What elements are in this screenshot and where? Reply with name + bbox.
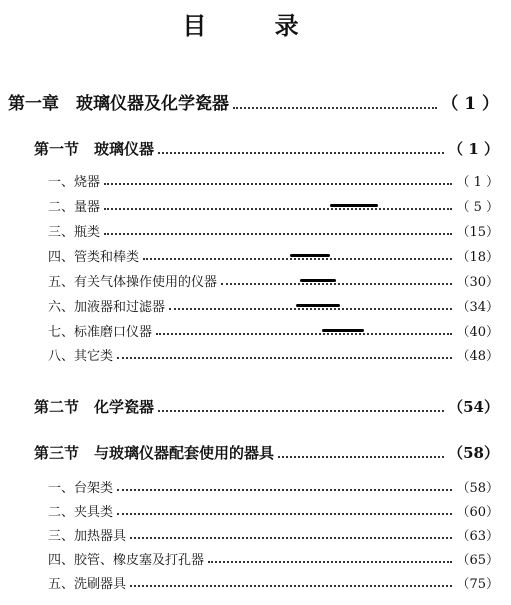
dot-leader xyxy=(156,333,452,335)
item-title: 一、烧器 xyxy=(48,175,101,190)
toc-item[interactable] xyxy=(48,170,499,190)
section-title: 第二节 化学瓷器 xyxy=(34,398,155,416)
dot-leader xyxy=(130,585,452,587)
toc-item[interactable] xyxy=(48,245,499,265)
dot-leader xyxy=(104,183,452,185)
toc-section-3[interactable] xyxy=(34,441,499,463)
page-number: （40） xyxy=(456,325,499,340)
page-number: （54） xyxy=(448,398,499,416)
ink-smudge xyxy=(300,279,336,282)
page-number: （60） xyxy=(456,505,499,520)
toc-item[interactable] xyxy=(48,295,499,315)
page-number: （ 1 ） xyxy=(441,94,499,114)
toc-section-1[interactable] xyxy=(34,137,499,159)
toc-item[interactable] xyxy=(48,572,499,592)
toc-item[interactable] xyxy=(48,270,499,290)
page-number: （ 1 ） xyxy=(456,175,499,190)
page-number: （30） xyxy=(456,275,499,290)
item-title: 七、标准磨口仪器 xyxy=(48,325,153,340)
dot-leader xyxy=(117,489,452,491)
section-title: 第三节 与玻璃仪器配套使用的器具 xyxy=(34,444,275,462)
dot-leader xyxy=(143,258,452,260)
section-title: 第一节 玻璃仪器 xyxy=(34,140,155,158)
page-number: （18） xyxy=(456,250,499,265)
page-number: （75） xyxy=(456,577,499,592)
dot-leader xyxy=(278,456,444,458)
item-title: 六、加液器和过滤器 xyxy=(48,300,166,315)
ink-smudge xyxy=(322,329,364,332)
item-title: 二、夹具类 xyxy=(48,505,114,520)
page-title: 目 录 xyxy=(182,11,329,40)
dot-leader xyxy=(221,283,452,285)
dot-leader xyxy=(104,233,452,235)
page-number: （63） xyxy=(456,529,499,544)
page-number: （48） xyxy=(456,349,499,364)
toc-item[interactable] xyxy=(48,548,499,568)
page-number: （34） xyxy=(456,300,499,315)
dot-leader xyxy=(117,513,452,515)
toc-item[interactable] xyxy=(48,500,499,520)
item-title: 二、量器 xyxy=(48,200,101,215)
page-number: （58） xyxy=(448,444,499,462)
dot-leader xyxy=(130,537,452,539)
dot-leader xyxy=(208,561,452,563)
item-title: 八、其它类 xyxy=(48,349,114,364)
ink-smudge xyxy=(330,204,378,207)
item-title: 四、胶管、橡皮塞及打孔器 xyxy=(48,553,205,568)
page-number: （65） xyxy=(456,553,499,568)
toc-item[interactable] xyxy=(48,344,499,364)
ink-smudge xyxy=(296,304,340,307)
ink-smudge xyxy=(290,254,330,257)
dot-leader xyxy=(158,152,444,154)
toc-item[interactable] xyxy=(48,476,499,496)
item-title: 三、加热器具 xyxy=(48,529,127,544)
toc-chapter-1[interactable] xyxy=(8,90,499,114)
item-title: 五、洗刷器具 xyxy=(48,577,127,592)
dot-leader xyxy=(104,208,452,210)
toc-item[interactable] xyxy=(48,195,499,215)
toc-section-2[interactable] xyxy=(34,395,499,417)
dot-leader xyxy=(169,308,452,310)
page-number: （ 1 ） xyxy=(448,140,499,158)
dot-leader xyxy=(158,410,444,412)
toc-item[interactable] xyxy=(48,220,499,240)
item-title: 一、台架类 xyxy=(48,481,114,496)
page-number: （15） xyxy=(456,225,499,240)
item-title: 四、管类和棒类 xyxy=(48,250,140,265)
item-title: 三、瓶类 xyxy=(48,225,101,240)
toc-item[interactable] xyxy=(48,524,499,544)
chapter-title: 第一章 玻璃仪器及化学瓷器 xyxy=(8,94,229,114)
item-title: 五、有关气体操作使用的仪器 xyxy=(48,275,218,290)
page-number: （58） xyxy=(456,481,499,496)
page-number: （ 5 ） xyxy=(456,200,499,215)
toc-item[interactable] xyxy=(48,320,499,340)
dot-leader xyxy=(117,357,452,359)
dot-leader xyxy=(233,107,437,109)
